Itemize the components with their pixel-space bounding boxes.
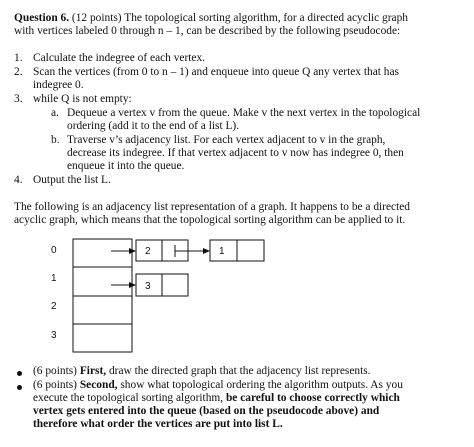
task2-line2-bold: be careful to choose correctly which — [225, 392, 400, 404]
vertex-index-0: 0 — [51, 245, 57, 256]
task1-bold: First, — [79, 365, 107, 377]
task2-bullet — [17, 385, 22, 390]
question-points: (12 points) — [71, 12, 122, 24]
task2-bold: Second, — [79, 379, 118, 391]
step-1-text: Calculate the indegree of each vertex. — [33, 52, 206, 64]
step-3-text: while Q is not empty: — [33, 93, 132, 105]
step-2-number: 2. — [14, 66, 23, 78]
node-value-1: 1 — [219, 246, 225, 257]
question-label: Question 6. — [14, 12, 70, 24]
task2-line2 — [33, 392, 400, 405]
task1-line — [33, 365, 371, 378]
step-2-text-line2: indegree 0. — [33, 79, 84, 91]
vertex-index-2: 2 — [51, 301, 57, 312]
task2-line3 — [33, 405, 379, 418]
task2-line4 — [33, 418, 283, 431]
step-1-number: 1. — [14, 52, 23, 64]
step-3b-text-line3: enqueue it into the queue. — [67, 160, 185, 172]
vertex-index-3: 3 — [51, 330, 57, 341]
task1-text: draw the directed graph that the adjacency list represents. — [108, 365, 371, 377]
step-3a-text-line2: ordering (add it to the end of a list L). — [67, 120, 240, 132]
arrow-node2-head — [203, 248, 210, 254]
task1-points: (6 points) — [33, 365, 77, 377]
task2-line1 — [33, 379, 403, 392]
task1-bullet — [17, 371, 22, 376]
question-intro-text1: The topological sorting algorithm, for a directed acyclic graph — [124, 12, 408, 24]
step-3b-text-line2: decrease its indegree. If that vertex adjacent to v now has indegree 0, then — [67, 147, 404, 159]
adjacency-intro-line1: The following is an adjacency list representation of a graph. It happens to be a directed — [14, 201, 410, 213]
node-value-3: 3 — [145, 281, 151, 292]
question-intro-line2: with vertices labeled 0 through n – 1, can be described by the following pseudocode: — [14, 25, 401, 37]
step-2-text-line1: Scan the vertices (from 0 to n – 1) and enqueue into queue Q any vertex that has — [33, 66, 399, 78]
step-3b-text-line1: Traverse v’s adjacency list. For each vertex adjacent to v in the graph, — [67, 134, 386, 146]
node-value-2: 2 — [145, 246, 151, 257]
task2-line3-bold: vertex gets entered into the queue (based on the pseudocode above) and — [33, 405, 380, 417]
step-3a-letter: a. — [51, 107, 59, 119]
step-4-text: Output the list L. — [33, 174, 111, 186]
step-3a-text-line1: Dequeue a vertex v from the queue. Make v the next vertex in the topological — [67, 107, 421, 119]
vertex-index-1: 1 — [51, 273, 57, 284]
task2-line2-plain: execute the topological sorting algorithm, — [33, 392, 224, 404]
task2-points: (6 points) — [33, 379, 77, 391]
step-3b-letter: b. — [51, 134, 60, 146]
step-4-number: 4. — [14, 174, 23, 186]
adjacency-intro-line2: acyclic graph, which means that the topological sorting algorithm can be applied to it. — [14, 214, 406, 226]
task2-line4-bold: therefore what order the vertices are put into list L. — [33, 418, 283, 430]
task2-line1-rest: show what topological ordering the algorithm outputs. As you — [120, 379, 403, 391]
step-3-number: 3. — [14, 93, 23, 105]
